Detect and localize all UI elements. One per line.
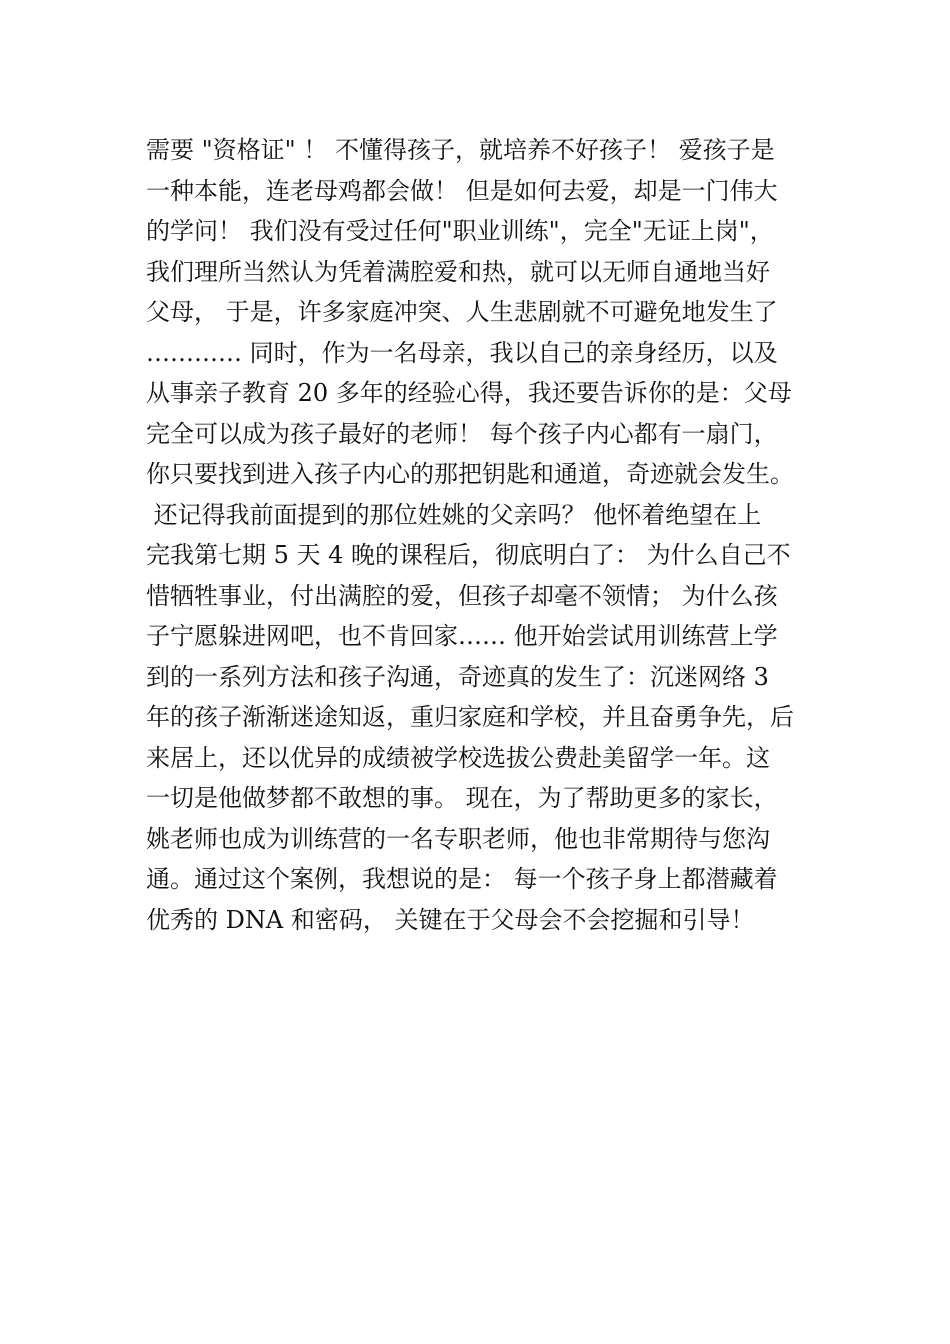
text-line: 年的孩子渐渐迷途知返，重归家庭和学校，并且奋勇争先，后 [146, 703, 794, 731]
text-line: 需要 "资格证" ！ 不懂得孩子，就培养不好孩子！ 爱孩子是 [146, 136, 775, 164]
text-line: 我们理所当然认为凭着满腔爱和热，就可以无师自通地当好 [146, 257, 770, 286]
text-line: 一种本能，连老母鸡都会做！ 但是如何去爱，却是一门伟大 [146, 176, 778, 205]
text-line: 父母， 于是，许多家庭冲突、人生悲剧就不可避免地发生了 [146, 298, 778, 326]
text-line: 你只要找到进入孩子内心的那把钥匙和通道，奇迹就会发生。 [146, 460, 794, 488]
text-line: 的学问！ 我们没有受过任何"职业训练"，完全"无证上岗"， [146, 217, 774, 245]
text-line: 优秀的 DNA 和密码， 关键在于父母会不会挖掘和引导！ [146, 905, 755, 934]
text-line: 子宁愿躲进网吧，也不肯回家…… 他开始尝试用训练营上学 [146, 622, 778, 650]
text-line: 完全可以成为孩子最好的老师！ 每个孩子内心都有一扇门， [146, 419, 778, 448]
text-line: 惜牺牲事业，付出满腔的爱，但孩子却毫不领情； 为什么孩 [146, 581, 778, 610]
body-text [146, 130, 816, 940]
text-line: 通。通过这个案例，我想说的是： 每一个孩子身上都潜藏着 [146, 865, 778, 893]
text-line: 来居上，还以优异的成绩被学校选拔公费赴美留学一年。这 [146, 743, 770, 772]
text-line: ………… 同时，作为一名母亲，我以自己的亲身经历，以及 [146, 338, 778, 367]
text-line: 姚老师也成为训练营的一名专职老师，他也非常期待与您沟 [146, 824, 770, 853]
text-line: 到的一系列方法和孩子沟通，奇迹真的发生了：沉迷网络 3 [146, 662, 769, 691]
text-line: 完我第七期 5 天 4 晚的课程后，彻底明白了： 为什么自己不 [146, 541, 791, 569]
text-line: 还记得我前面提到的那位姓姚的父亲吗？ 他怀着绝望在上 [146, 500, 762, 529]
text-line: 从事亲子教育 20 多年的经验心得，我还要告诉你的是：父母 [146, 379, 792, 407]
text-line: 一切是他做梦都不敢想的事。 现在，为了帮助更多的家长， [146, 784, 778, 812]
